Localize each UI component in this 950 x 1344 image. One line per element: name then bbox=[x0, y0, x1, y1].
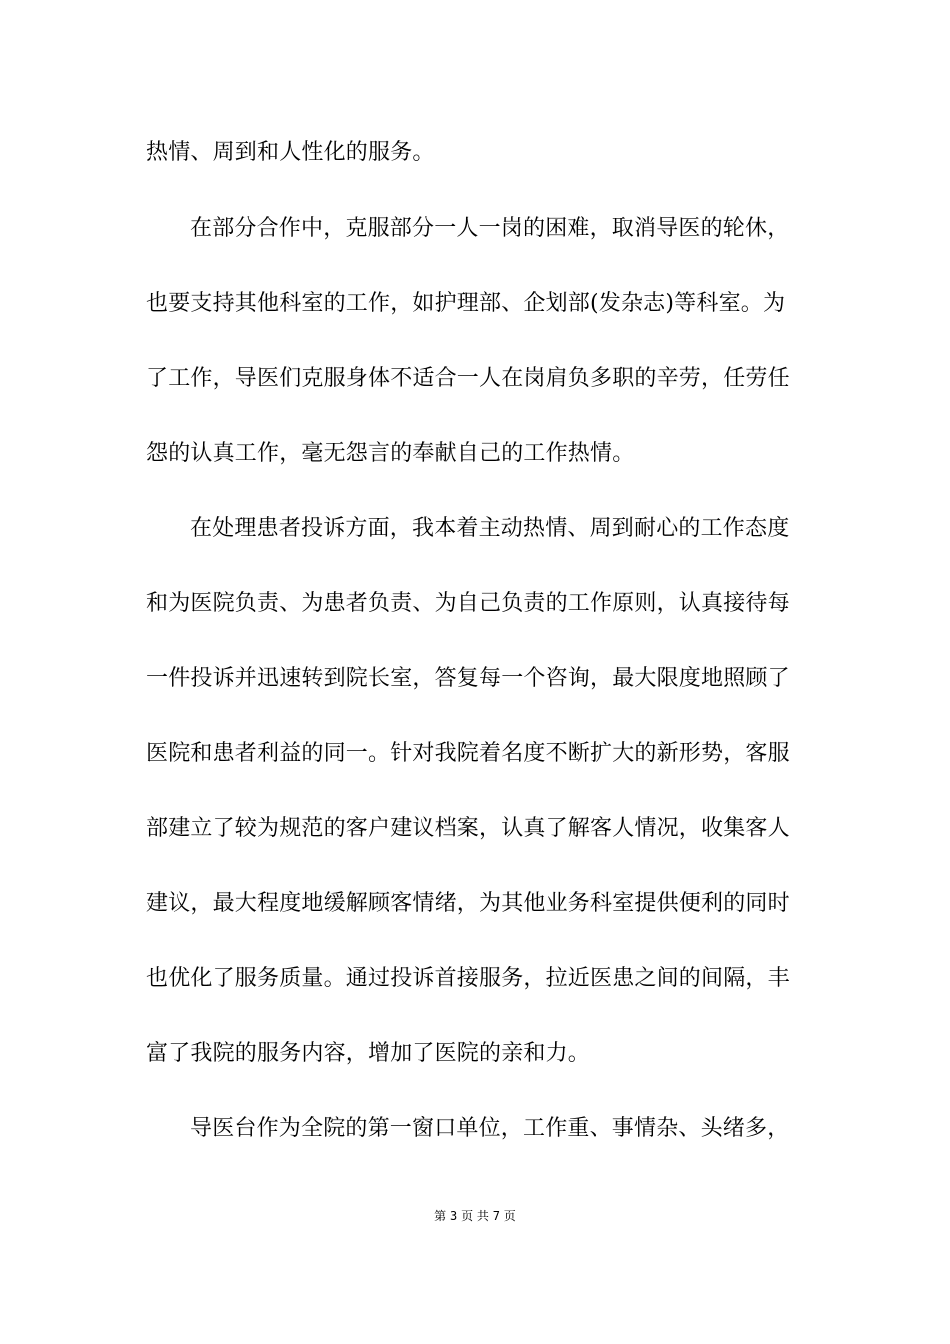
footer-middle: 页 共 bbox=[461, 1209, 489, 1223]
text-line: 也优化了服务质量。通过投诉首接服务，拉近医患之间的间隔，丰 bbox=[146, 966, 790, 991]
footer-suffix: 页 bbox=[503, 1209, 516, 1223]
text-line: 富了我院的服务内容，增加了医院的亲和力。 bbox=[146, 1041, 591, 1066]
text-line: 热情、周到和人性化的服务。 bbox=[146, 140, 435, 165]
text-line: 了工作，导医们克服身体不适合一人在岗肩负多职的辛劳，任劳任 bbox=[146, 366, 790, 391]
page-footer bbox=[0, 1208, 950, 1224]
text-line: 医院和患者利益的同一。针对我院着名度不断扩大的新形势，客服 bbox=[146, 741, 790, 766]
text-line: 部建立了较为规范的客户建议档案，认真了解客人情况，收集客人 bbox=[146, 816, 790, 841]
text-line: 也要支持其他科室的工作，如护理部、企划部(发杂志)等科室。为 bbox=[146, 291, 786, 316]
paragraph-start-line: 在处理患者投诉方面，我本着主动热情、周到耐心的工作态度 bbox=[190, 516, 790, 541]
paragraph-start-line: 在部分合作中，克服部分一人一岗的困难，取消导医的轮休， bbox=[190, 216, 790, 241]
text-line: 一件投诉并迅速转到院长室，答复每一个咨询，最大限度地照顾了 bbox=[146, 666, 790, 691]
text-line: 建议，最大程度地缓解顾客情绪，为其他业务科室提供便利的同时 bbox=[146, 891, 790, 916]
text-line: 和为医院负责、为患者负责、为自己负责的工作原则，认真接待每 bbox=[146, 591, 790, 616]
text-line: 怨的认真工作，毫无怨言的奉献自己的工作热情。 bbox=[146, 441, 635, 466]
current-page-number: 3 bbox=[450, 1209, 458, 1223]
total-pages-number: 7 bbox=[492, 1209, 500, 1223]
footer-prefix: 第 bbox=[434, 1209, 447, 1223]
paragraph-start-line: 导医台作为全院的第一窗口单位，工作重、事情杂、头绪多， bbox=[190, 1116, 790, 1141]
